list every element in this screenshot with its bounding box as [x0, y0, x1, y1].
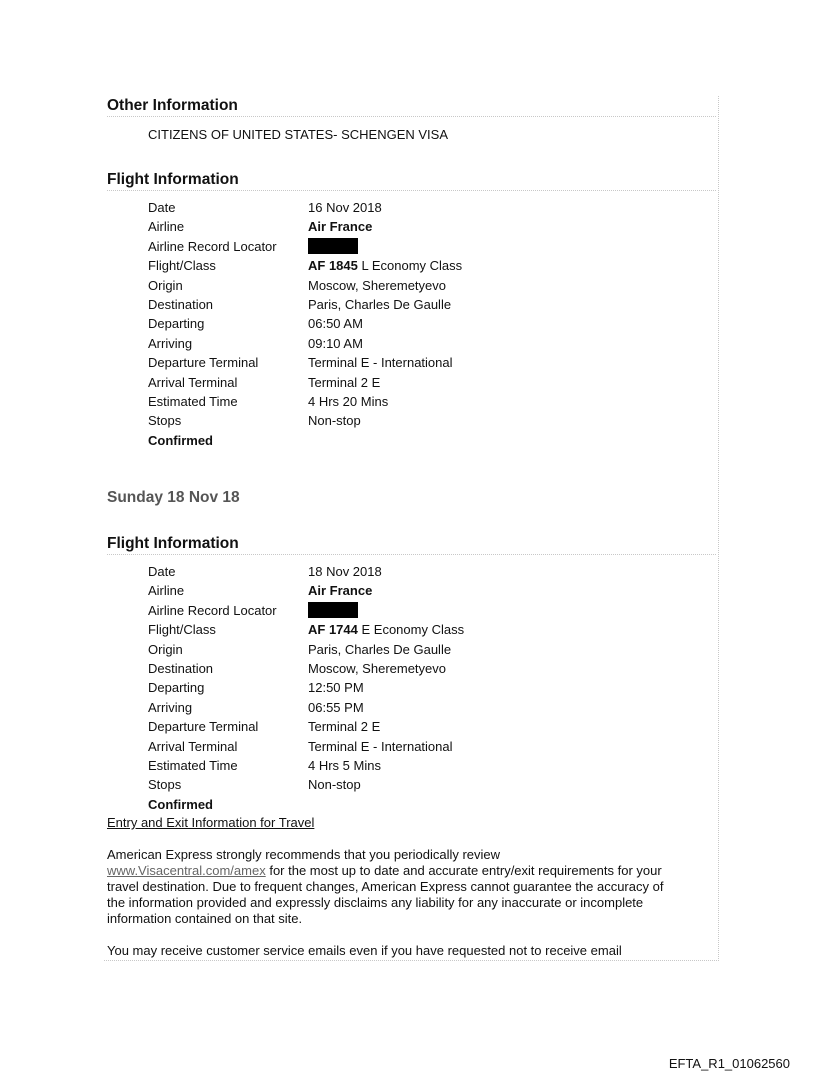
- flight-row-origin: [148, 276, 568, 295]
- para-line: information contained on that site.: [107, 911, 303, 926]
- row-label: Origin: [148, 277, 183, 293]
- redaction-bar: [308, 602, 358, 618]
- row-label: Origin: [148, 641, 183, 657]
- row-value: 4 Hrs 20 Mins: [308, 393, 389, 409]
- row-value: Terminal 2 E: [308, 719, 381, 735]
- row-label: Arriving: [148, 699, 193, 715]
- flight-row-destination: [148, 295, 568, 314]
- para-line: the information provided and expressly disclaims any liability for any inaccurate or incomplete: [107, 895, 644, 910]
- row-label: Departure Terminal: [148, 355, 259, 371]
- row-label: Airline Record Locator: [148, 602, 277, 618]
- para-line: travel destination. Due to frequent changes, American Express cannot guarantee the accuracy of: [107, 879, 664, 894]
- para-line: American Express strongly recommends that you periodically review: [107, 847, 501, 862]
- row-label: Airline: [148, 583, 185, 599]
- row-value: 4 Hrs 5 Mins: [308, 757, 381, 773]
- row-value: Air France: [308, 219, 373, 235]
- class-text: L Economy Class: [357, 258, 463, 274]
- row-label: Arriving: [148, 335, 193, 351]
- row-value: [308, 256, 462, 275]
- flight-row-destination: [148, 659, 568, 678]
- para-text: for the most up to date and accurate entry/exit requirements for your: [265, 863, 662, 878]
- row-value: Terminal 2 E: [308, 374, 381, 390]
- flight-status-row: [148, 431, 568, 450]
- row-value: 06:55 PM: [308, 699, 364, 715]
- redacted-value: [308, 601, 358, 620]
- row-value: Terminal E - International: [308, 355, 453, 371]
- email-notice: You may receive customer service emails even if you have requested not to receive email: [107, 943, 622, 958]
- row-label: Departure Terminal: [148, 719, 259, 735]
- status-confirmed: Confirmed: [148, 796, 213, 812]
- flight-1-details: [148, 198, 568, 450]
- row-value: [308, 620, 464, 639]
- row-label: Flight/Class: [148, 258, 216, 274]
- redaction-bar: [308, 238, 358, 254]
- flight-2-details: [148, 562, 568, 814]
- flight-status-row: [148, 795, 568, 814]
- flight-number: AF 1845: [308, 258, 358, 274]
- flight-row-departure-terminal: [148, 353, 568, 372]
- row-label: Date: [148, 564, 176, 579]
- row-value: 12:50 PM: [308, 680, 364, 696]
- redacted-value: [308, 237, 358, 256]
- flight-row-flight-class: [148, 620, 568, 639]
- flight-row-date: [148, 198, 568, 217]
- row-value: Non-stop: [308, 777, 361, 793]
- flight-row-airline: [148, 217, 568, 236]
- row-value: Air France: [308, 583, 373, 599]
- row-label: Flight/Class: [148, 622, 216, 638]
- entry-exit-heading-link[interactable]: Entry and Exit Information for Travel: [107, 815, 315, 830]
- row-value: 16 Nov 2018: [308, 200, 382, 215]
- flight-row-arriving: [148, 334, 568, 353]
- flight-row-record-locator: [148, 601, 568, 620]
- row-value: Moscow, Sheremetyevo: [308, 660, 447, 676]
- row-value: 09:10 AM: [308, 335, 363, 351]
- other-info-text: CITIZENS OF UNITED STATES- SCHENGEN VISA: [148, 127, 448, 142]
- visacentral-link[interactable]: www.Visacentral.com/amex: [107, 863, 266, 878]
- row-value: 18 Nov 2018: [308, 564, 382, 579]
- row-value: Paris, Charles De Gaulle: [308, 296, 452, 312]
- flight-row-arriving: [148, 698, 568, 717]
- flight-row-arrival-terminal: [148, 373, 568, 392]
- section-rule: [107, 554, 716, 555]
- row-label: Destination: [148, 296, 214, 312]
- flight-row-arrival-terminal: [148, 737, 568, 756]
- flight-row-stops: [148, 411, 568, 430]
- row-label: Estimated Time: [148, 757, 238, 773]
- flight-row-origin: [148, 640, 568, 659]
- flight-row-estimated-time: [148, 392, 568, 411]
- entry-exit-paragraph: [107, 847, 717, 927]
- flight-row-record-locator: [148, 237, 568, 256]
- row-label: Departing: [148, 680, 205, 696]
- other-info-title: Other Information: [107, 97, 238, 114]
- flight-row-departing: [148, 678, 568, 697]
- row-value: Paris, Charles De Gaulle: [308, 641, 452, 657]
- row-label: Estimated Time: [148, 393, 238, 409]
- row-value: Terminal E - International: [308, 738, 453, 754]
- flight-row-stops: [148, 775, 568, 794]
- flight-row-departing: [148, 314, 568, 333]
- section-rule: [107, 190, 716, 191]
- flight-row-estimated-time: [148, 756, 568, 775]
- flight-row-airline: [148, 581, 568, 600]
- day-heading: Sunday 18 Nov 18: [107, 489, 240, 506]
- flight-row-departure-terminal: [148, 717, 568, 736]
- row-label: Destination: [148, 660, 214, 676]
- row-label: Arrival Terminal: [148, 738, 238, 754]
- flight-info-title: Flight Information: [107, 171, 239, 188]
- row-value: Non-stop: [308, 413, 361, 429]
- class-text: E Economy Class: [357, 622, 465, 638]
- row-label: Departing: [148, 316, 205, 332]
- flight-row-flight-class: [148, 256, 568, 275]
- flight-row-date: [148, 562, 568, 581]
- row-label: Airline: [148, 219, 185, 235]
- section-rule: [107, 116, 716, 117]
- row-label: Stops: [148, 413, 182, 429]
- row-label: Date: [148, 200, 176, 215]
- status-confirmed: Confirmed: [148, 432, 213, 448]
- row-value: Moscow, Sheremetyevo: [308, 277, 447, 293]
- row-label: Airline Record Locator: [148, 238, 277, 254]
- row-value: 06:50 AM: [308, 316, 363, 332]
- para-line: [107, 863, 717, 879]
- document-id: EFTA_R1_01062560: [668, 1056, 790, 1071]
- flight-number: AF 1744: [308, 622, 358, 638]
- flight-info-title: Flight Information: [107, 535, 239, 552]
- row-label: Arrival Terminal: [148, 374, 238, 390]
- row-label: Stops: [148, 777, 182, 793]
